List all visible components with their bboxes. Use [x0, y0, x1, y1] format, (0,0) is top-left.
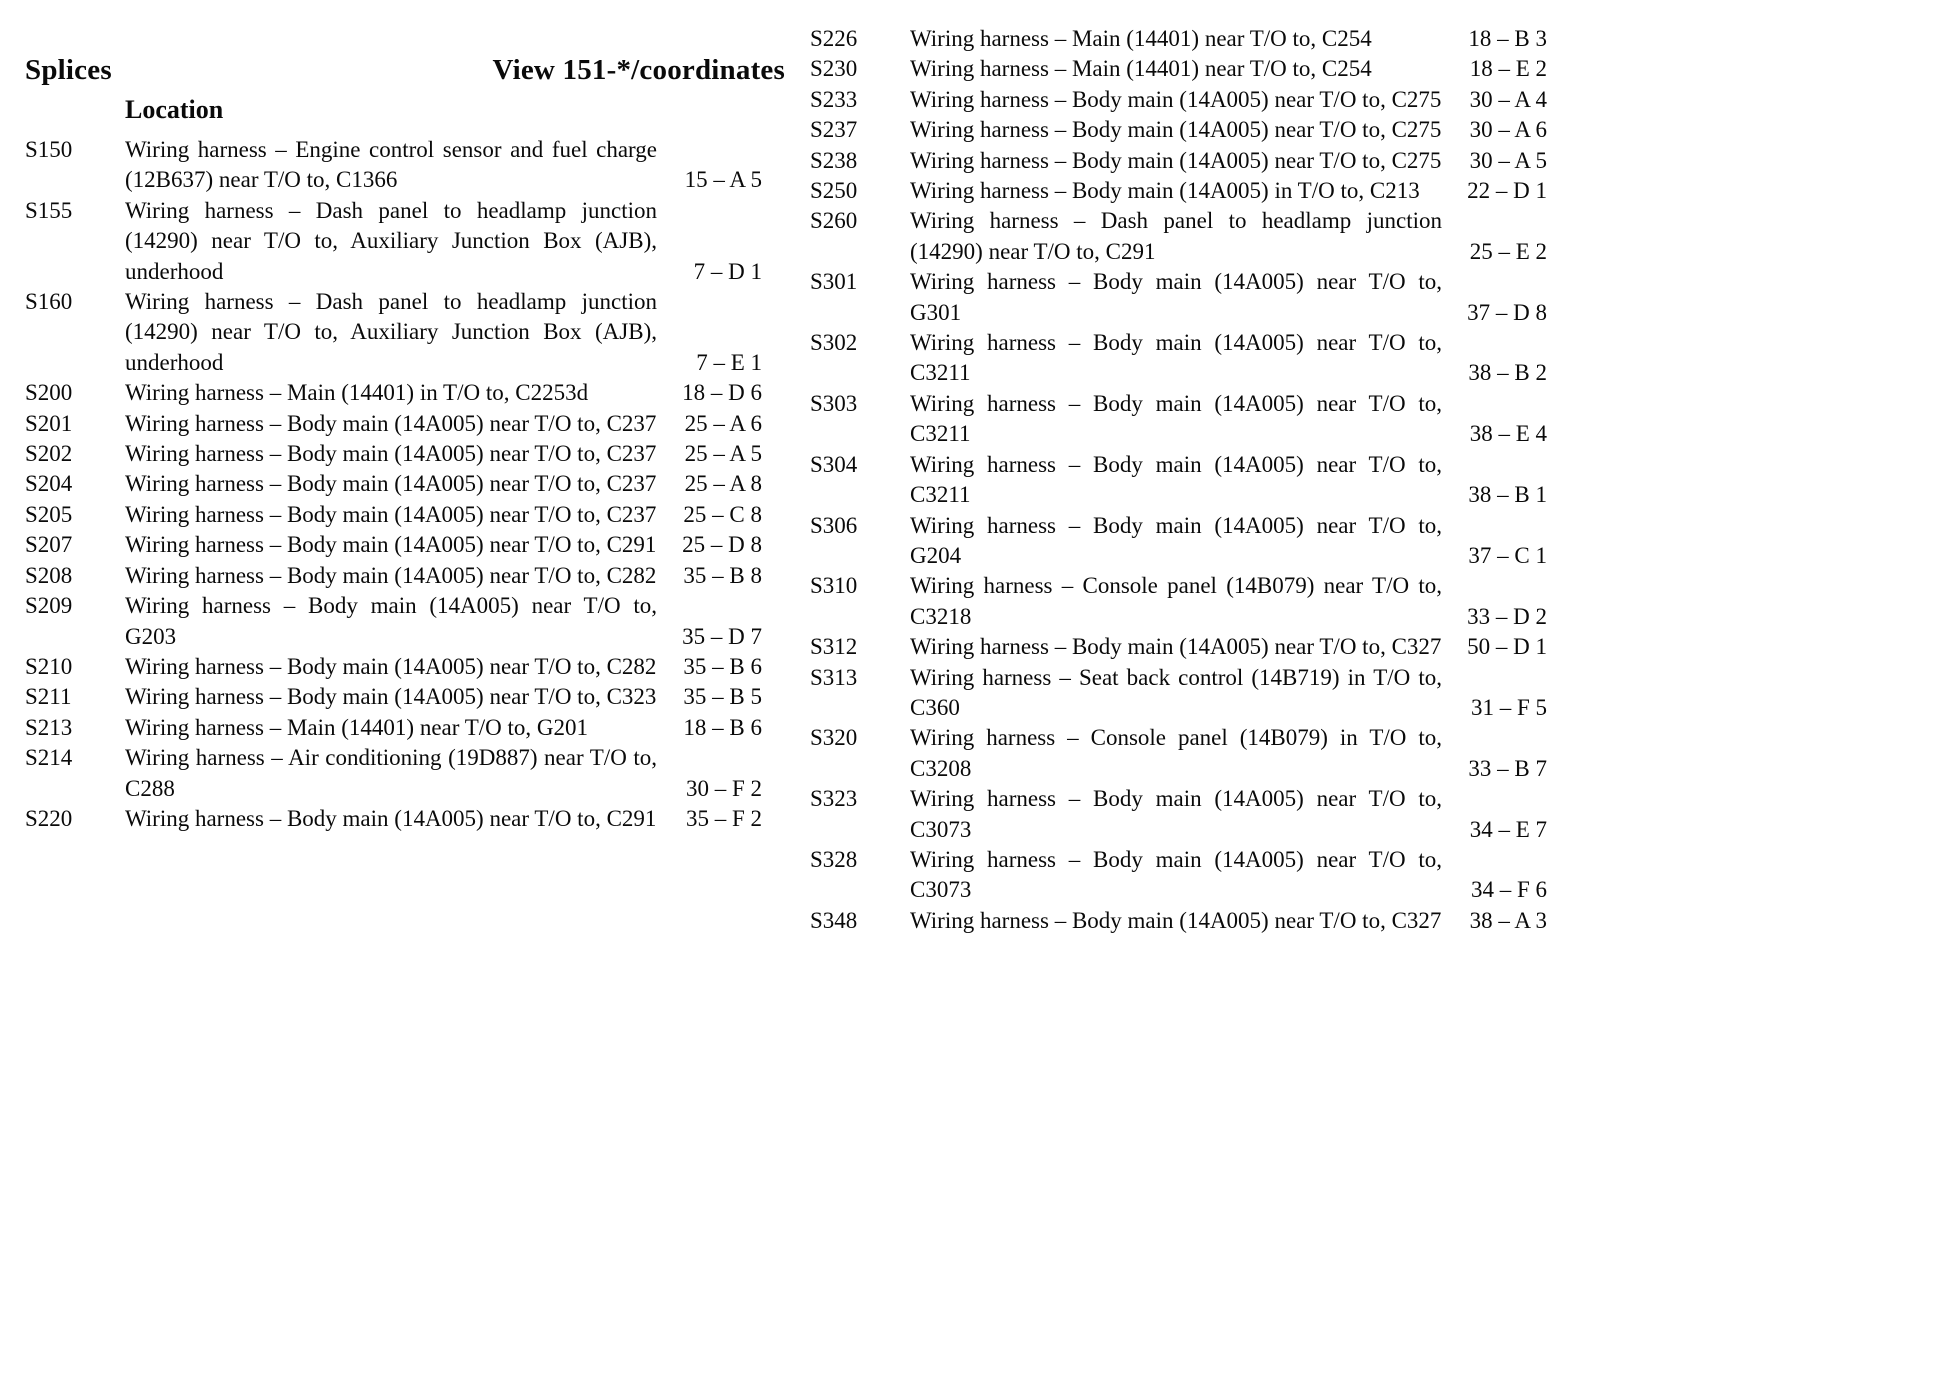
splice-description: Wiring harness – Engine control sensor and fuel charge (12B637) near T/O to, C1366: [125, 137, 657, 193]
splice-coordinate: 22 – D 1: [1467, 178, 1547, 204]
page-title: Splices: [25, 54, 112, 86]
splice-id: S155: [25, 197, 73, 223]
splice-coordinate: 25 – E 2: [1469, 238, 1547, 264]
splice-description: Wiring harness – Body main (14A005) near T/O to, C237: [125, 410, 657, 436]
splice-entry: [25, 469, 762, 499]
splice-entry: [810, 176, 1547, 206]
splice-entry: [810, 267, 1547, 328]
splice-description: Wiring harness – Body main (14A005) near T/O to, C3211: [910, 451, 1442, 508]
splice-description: Wiring harness – Body main (14A005) near T/O to, C327: [910, 634, 1442, 660]
splice-coordinate: 50 – D 1: [1467, 634, 1547, 660]
splice-coordinate: 25 – C 8: [683, 501, 762, 527]
splice-description: Wiring harness – Main (14401) near T/O to, C254: [910, 56, 1372, 82]
splice-description: Wiring harness – Seat back control (14B719) in T/O to, C360: [910, 664, 1442, 720]
splice-description: Wiring harness – Body main (14A005) near T/O to, C3073: [910, 786, 1442, 842]
splice-id: S202: [25, 441, 73, 467]
splice-id: S233: [810, 86, 858, 112]
splice-description: Wiring harness – Body main (14A005) near T/O to, C282: [125, 653, 657, 679]
splice-id: S250: [810, 178, 858, 204]
splice-coordinate: 30 – F 2: [685, 775, 762, 801]
splice-description: Wiring harness – Console panel (14B079) in T/O to, C3208: [910, 725, 1442, 781]
splice-id: S312: [810, 634, 858, 660]
splice-entry: [25, 652, 762, 682]
splice-description: Wiring harness – Body main (14A005) near T/O to, G204: [910, 512, 1442, 568]
splice-id: S328: [810, 846, 858, 872]
splice-id: S302: [810, 330, 858, 356]
splice-description: Wiring harness – Body main (14A005) near T/O to, G301: [910, 269, 1442, 325]
splice-entry: [25, 743, 762, 804]
splice-entry: [25, 196, 762, 287]
splice-entry: [810, 54, 1547, 84]
splice-entry: [810, 906, 1547, 936]
splice-id: S260: [810, 208, 858, 234]
splice-description: Wiring harness – Dash panel to headlamp junction (14290) near T/O to, Auxiliary Junction Box (AJB), underhood: [125, 197, 657, 284]
splice-entry: [810, 24, 1547, 54]
splice-coordinate: 7 – E 1: [696, 349, 762, 375]
splice-entry: [810, 450, 1547, 511]
splice-description: Wiring harness – Body main (14A005) near T/O to, C237: [125, 441, 657, 467]
splice-entry: [810, 146, 1547, 176]
splice-description: Wiring harness – Console panel (14B079) near T/O to, C3218: [910, 573, 1442, 629]
splice-entry: [25, 682, 762, 712]
splice-entry: [25, 804, 762, 834]
splice-coordinate: 25 – D 8: [682, 532, 762, 558]
splice-description: Wiring harness – Body main (14A005) near T/O to, C237: [125, 471, 657, 497]
splice-id: S301: [810, 269, 858, 295]
splice-coordinate: 37 – D 8: [1467, 299, 1547, 325]
splice-description: Wiring harness – Body main (14A005) in T/O to, C213: [910, 178, 1420, 204]
splice-entry: [810, 206, 1547, 267]
splice-entry: [25, 713, 762, 743]
splice-coordinate: 33 – B 7: [1468, 755, 1547, 781]
splice-coordinate: 33 – D 2: [1467, 603, 1547, 629]
splice-entry: [810, 723, 1547, 784]
splice-entry: [25, 287, 762, 378]
splice-id: S207: [25, 532, 73, 558]
splice-id: S150: [25, 137, 73, 162]
splice-id: S230: [810, 56, 858, 82]
splice-entry: [810, 389, 1547, 450]
splice-entry: [25, 439, 762, 469]
splice-id: S201: [25, 410, 73, 436]
splice-id: S205: [25, 501, 73, 527]
splice-coordinate: 18 – B 3: [1468, 26, 1547, 51]
splice-id: S211: [25, 684, 72, 710]
splice-entry: [810, 115, 1547, 145]
splice-description: Wiring harness – Body main (14A005) near T/O to, C237: [125, 501, 657, 527]
splice-coordinate: 25 – A 8: [684, 471, 762, 497]
splice-coordinate: 18 – E 2: [1469, 56, 1547, 82]
column-right: [810, 24, 1547, 936]
splice-description: Wiring harness – Body main (14A005) near T/O to, C3211: [910, 390, 1442, 447]
splice-id: S200: [25, 380, 73, 406]
splice-id: S209: [25, 593, 73, 619]
splice-description: Wiring harness – Main (14401) near T/O to, G201: [125, 714, 589, 740]
splice-description: Wiring harness – Body main (14A005) near T/O to, C275: [910, 147, 1442, 173]
splice-coordinate: 31 – F 5: [1470, 694, 1547, 720]
splice-id: S323: [810, 786, 858, 812]
splice-id: S220: [25, 805, 73, 831]
splice-id: S304: [810, 451, 858, 477]
splice-description: Wiring harness – Air conditioning (19D887) near T/O to, C288: [125, 745, 657, 801]
splice-description: Wiring harness – Body main (14A005) near T/O to, C3073: [910, 846, 1442, 903]
splice-coordinate: 30 – A 4: [1469, 86, 1547, 112]
splice-id: S306: [810, 512, 858, 538]
splice-id: S214: [25, 745, 73, 771]
splice-id: S313: [810, 664, 858, 690]
location-heading: Location: [125, 95, 224, 124]
splice-list-right: [810, 24, 1547, 936]
column-left: [25, 24, 785, 936]
splice-coordinate: 30 – A 6: [1469, 117, 1547, 143]
splice-id: S160: [25, 289, 73, 315]
splice-description: Wiring harness – Body main (14A005) near T/O to, C275: [910, 117, 1442, 143]
splice-entry: [25, 530, 762, 560]
splice-coordinate: 38 – B 1: [1468, 482, 1547, 508]
splice-entry: [25, 591, 762, 652]
splice-coordinate: 34 – F 6: [1470, 877, 1547, 903]
header-row: [25, 54, 785, 87]
splice-id: S204: [25, 471, 73, 497]
splice-coordinate: 37 – C 1: [1468, 542, 1547, 568]
splice-description: Wiring harness – Body main (14A005) near T/O to, C291: [125, 805, 657, 831]
splice-description: Wiring harness – Body main (14A005) near T/O to, C323: [125, 684, 657, 710]
splice-description: Wiring harness – Dash panel to headlamp junction (14290) near T/O to, C291: [910, 208, 1442, 264]
splice-id: S310: [810, 573, 858, 599]
splice-entry: [810, 328, 1547, 389]
splice-entry: [810, 784, 1547, 845]
splice-entry: [810, 85, 1547, 115]
splice-id: S213: [25, 714, 73, 740]
splice-description: Wiring harness – Body main (14A005) near T/O to, G203: [125, 593, 657, 649]
splice-id: S320: [810, 725, 858, 751]
splice-coordinate: 38 – A 3: [1469, 907, 1547, 933]
splice-id: S237: [810, 117, 858, 143]
splice-coordinate: 15 – A 5: [684, 167, 762, 193]
splice-coordinate: 18 – B 6: [683, 714, 762, 740]
splice-coordinate: 35 – B 6: [683, 653, 762, 679]
splice-coordinate: 38 – B 2: [1468, 360, 1547, 386]
splice-description: Wiring harness – Body main (14A005) near T/O to, C3211: [910, 330, 1442, 386]
splice-coordinate: 7 – D 1: [693, 258, 762, 284]
splice-coordinate: 25 – A 5: [684, 441, 762, 467]
splice-id: S208: [25, 562, 73, 588]
splice-entry: [810, 845, 1547, 906]
splice-entry: [810, 571, 1547, 632]
splice-entry: [810, 663, 1547, 724]
splice-coordinate: 38 – E 4: [1469, 421, 1547, 447]
splice-description: Wiring harness – Dash panel to headlamp junction (14290) near T/O to, Auxiliary Junction Box (AJB), underhood: [125, 289, 657, 375]
splice-id: S210: [25, 653, 73, 679]
splice-entry: [25, 378, 762, 408]
splice-id: S303: [810, 390, 858, 416]
splice-coordinate: 18 – D 6: [682, 380, 762, 406]
splice-entry: [810, 632, 1547, 662]
splice-id: S348: [810, 907, 858, 933]
splice-coordinate: 35 – B 8: [683, 562, 762, 588]
splice-id: S238: [810, 147, 858, 173]
splice-coordinate: 25 – A 6: [684, 410, 762, 436]
splice-entry: [25, 135, 762, 196]
splice-description: Wiring harness – Main (14401) in T/O to, C2253d: [125, 380, 589, 406]
splice-description: Wiring harness – Body main (14A005) near T/O to, C275: [910, 86, 1442, 112]
splice-coordinate: 35 – D 7: [682, 623, 762, 649]
splice-entry: [25, 409, 762, 439]
splice-entry: [25, 500, 762, 530]
splice-description: Wiring harness – Body main (14A005) near T/O to, C291: [125, 532, 657, 558]
splice-coordinate: 30 – A 5: [1469, 147, 1547, 173]
splice-coordinate: 35 – B 5: [683, 684, 762, 710]
splice-list-left: [25, 135, 762, 834]
splice-description: Wiring harness – Main (14401) near T/O to, C254: [910, 26, 1372, 51]
splice-description: Wiring harness – Body main (14A005) near T/O to, C282: [125, 562, 657, 588]
splice-entry: [25, 561, 762, 591]
splice-id: S226: [810, 26, 858, 51]
splice-description: Wiring harness – Body main (14A005) near T/O to, C327: [910, 907, 1442, 933]
splice-coordinate: 35 – F 2: [685, 805, 762, 831]
splice-entry: [810, 511, 1547, 572]
splice-coordinate: 34 – E 7: [1469, 816, 1547, 842]
view-coordinates-title: View 151-*/coordinates: [492, 54, 785, 86]
